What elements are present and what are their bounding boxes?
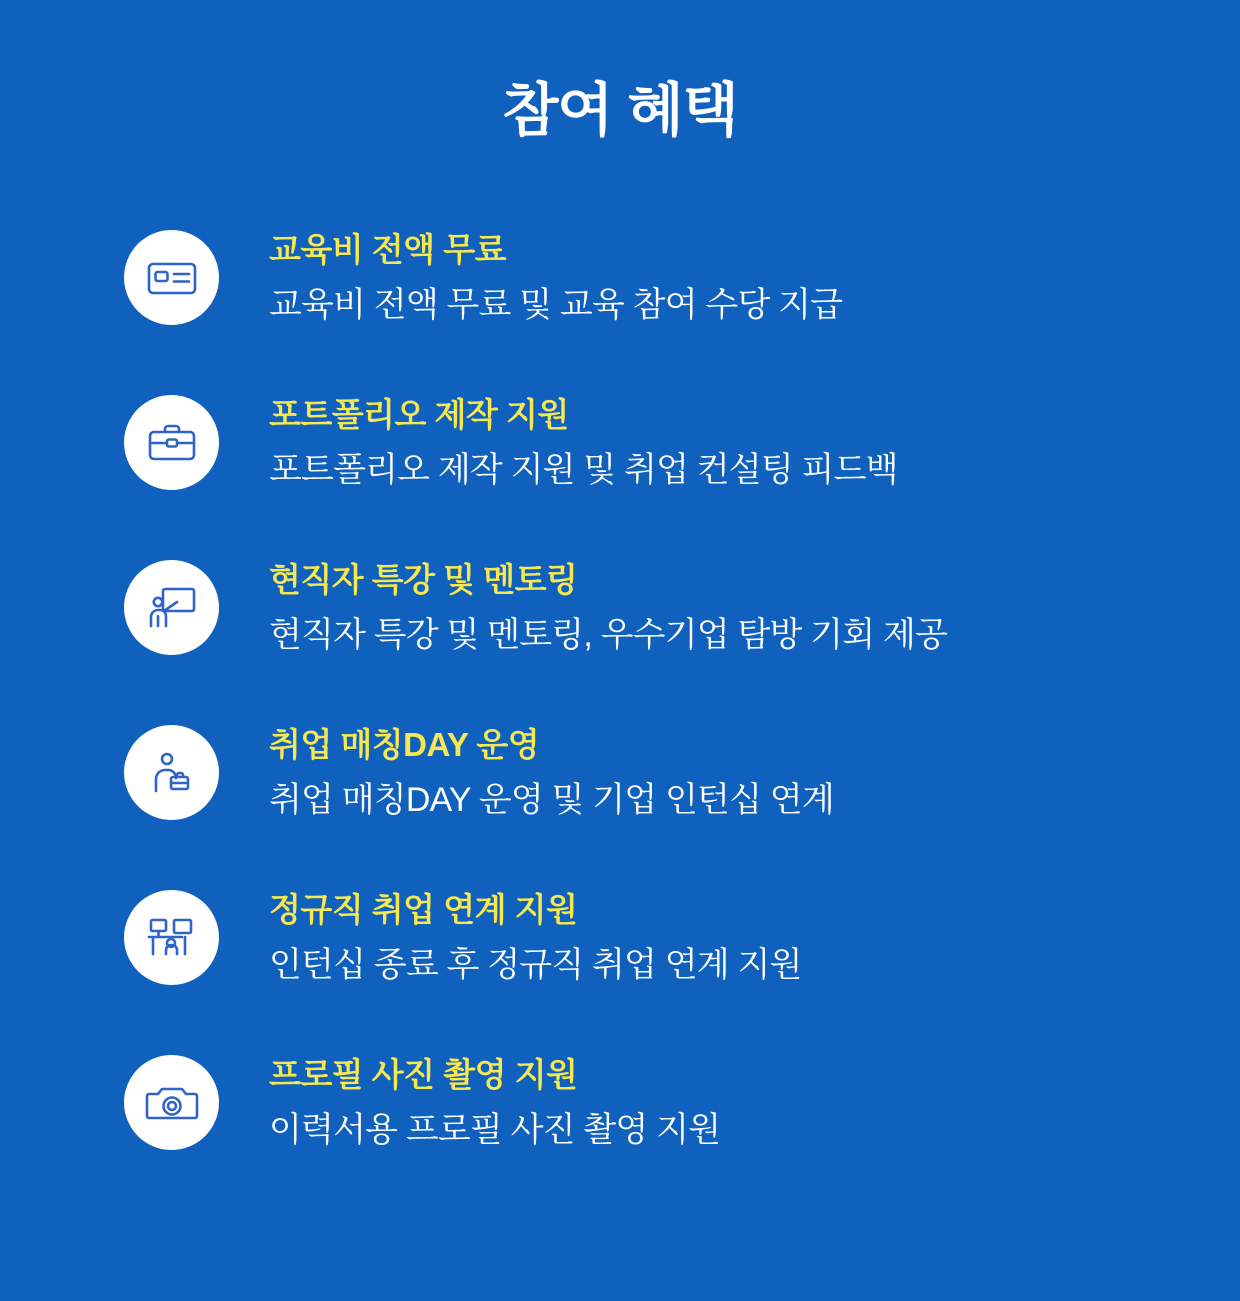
benefit-list [0, 226, 1240, 1216]
briefcase-icon [124, 395, 219, 490]
list-item [124, 1051, 1180, 1216]
list-item [124, 391, 1180, 556]
list-item [124, 556, 1180, 721]
benefit-desc: 취업 매칭DAY 운영 및 기업 인턴십 연계 [269, 780, 834, 819]
benefit-text [219, 1051, 720, 1151]
benefit-desc: 이력서용 프로필 사진 촬영 지원 [269, 1110, 721, 1149]
camera-icon [124, 1055, 219, 1150]
benefit-text [219, 391, 898, 491]
benefit-text [219, 226, 842, 326]
lecture-presenter-icon [124, 560, 219, 655]
page-title: 참여 혜택 [502, 78, 738, 143]
list-item [124, 721, 1180, 886]
benefit-text [219, 556, 947, 656]
benefit-desc: 포트폴리오 제작 지원 및 취업 컨설팅 피드백 [269, 450, 898, 489]
benefit-title: 포트폴리오 제작 지원 [269, 396, 569, 433]
benefit-text [219, 886, 802, 986]
list-item [124, 886, 1180, 1051]
list-item [124, 226, 1180, 391]
benefit-desc: 인턴십 종료 후 정규직 취업 연계 지원 [269, 945, 802, 984]
benefit-desc: 현직자 특강 및 멘토링, 우수기업 탐방 기회 제공 [269, 615, 948, 654]
job-matching-person-icon [124, 725, 219, 820]
benefit-title: 정규직 취업 연계 지원 [269, 891, 578, 928]
benefit-title: 프로필 사진 촬영 지원 [269, 1056, 578, 1093]
benefit-title: 취업 매칭DAY 운영 [269, 726, 540, 763]
benefit-title: 교육비 전액 무료 [269, 231, 506, 268]
benefit-title: 현직자 특강 및 멘토링 [269, 561, 578, 598]
benefit-text [219, 721, 834, 821]
office-desk-icon [124, 890, 219, 985]
benefit-desc: 교육비 전액 무료 및 교육 참여 수당 지급 [269, 285, 843, 324]
id-card-icon [124, 230, 219, 325]
